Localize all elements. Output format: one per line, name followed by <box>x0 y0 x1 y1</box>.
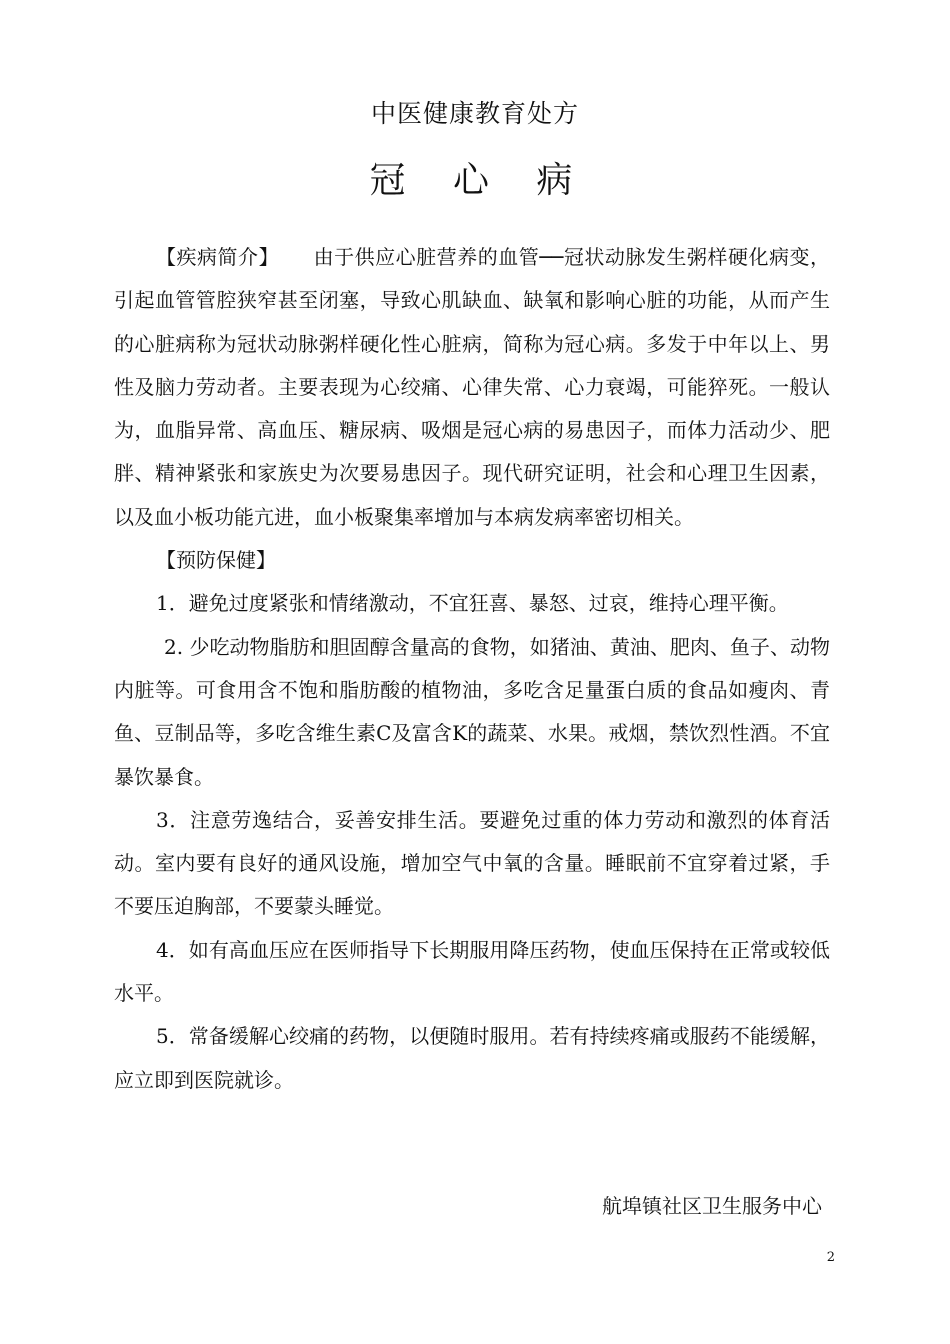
signature-organization: 航埠镇社区卫生服务中心 <box>602 1194 822 1218</box>
prevention-item-4: 4．如有高血压应在医师指导下长期服用降压药物，使血压保持在正常或较低水平。 <box>114 937 830 1006</box>
prevention-item-5: 5．常备缓解心绞痛的药物，以便随时服用。若有持续疼痛或服药不能缓解，应立即到医院就诊。 <box>114 1024 830 1092</box>
prevention-item-3: 3．注意劳逸结合，妥善安排生活。要避免过重的体力劳动和激烈的体育活动。室内要有良好的通风设施，增加空气中氧的含量。睡眠前不宜穿着过紧，手不要压迫胸部，不要蒙头睡觉。 <box>114 807 830 919</box>
prevention-item-2: 2. 少吃动物脂肪和胆固醇含量高的食物，如猪油、黄油、肥肉、鱼子、动物内脏等。可食用含不饱和脂肪酸的植物油，多吃含足量蛋白质的食品如瘦肉、青鱼、豆制品等，多吃含维生素C及富含K的蔬菜、水果。戒烟，禁饮烈性酒。不宜暴饮暴食。 <box>114 634 830 789</box>
intro-heading: 【疾病简介】 <box>156 245 280 269</box>
prevention-heading: 【预防保健】 <box>156 548 276 573</box>
prevention-item-1: 1．避免过度紧张和情绪激动，不宜狂喜、暴怒、过哀，维持心理平衡。 <box>156 591 789 616</box>
document-body <box>114 236 830 1102</box>
intro-text: 由于供应心脏营养的血管──冠状动脉发生粥样硬化病变，引起血管管腔狭窄甚至闭塞，导致心肌缺血、缺氧和影响心脏的功能，从而产生的心脏病称为冠状动脉粥样硬化性心脏病，简称为冠心病。多发于中年以上、男性及脑力劳动者。主要表现为心绞痛、心律失常、心力衰竭，可能猝死。一般认为，血脂异常、高血压、糖尿病、吸烟是冠心病的易患因子，而体力活动少、肥胖、精神紧张和家族史为次要易患因子。现代研究证明，社会和心理卫生因素，以及血小板功能亢进，血小板聚集率增加与本病发病率密切相关。 <box>114 245 831 529</box>
page-title: 冠 心 病 <box>369 160 591 201</box>
intro-paragraph <box>114 236 830 539</box>
header-title: 中医健康教育处方 <box>370 99 579 128</box>
page-number: 2 <box>826 1250 835 1265</box>
